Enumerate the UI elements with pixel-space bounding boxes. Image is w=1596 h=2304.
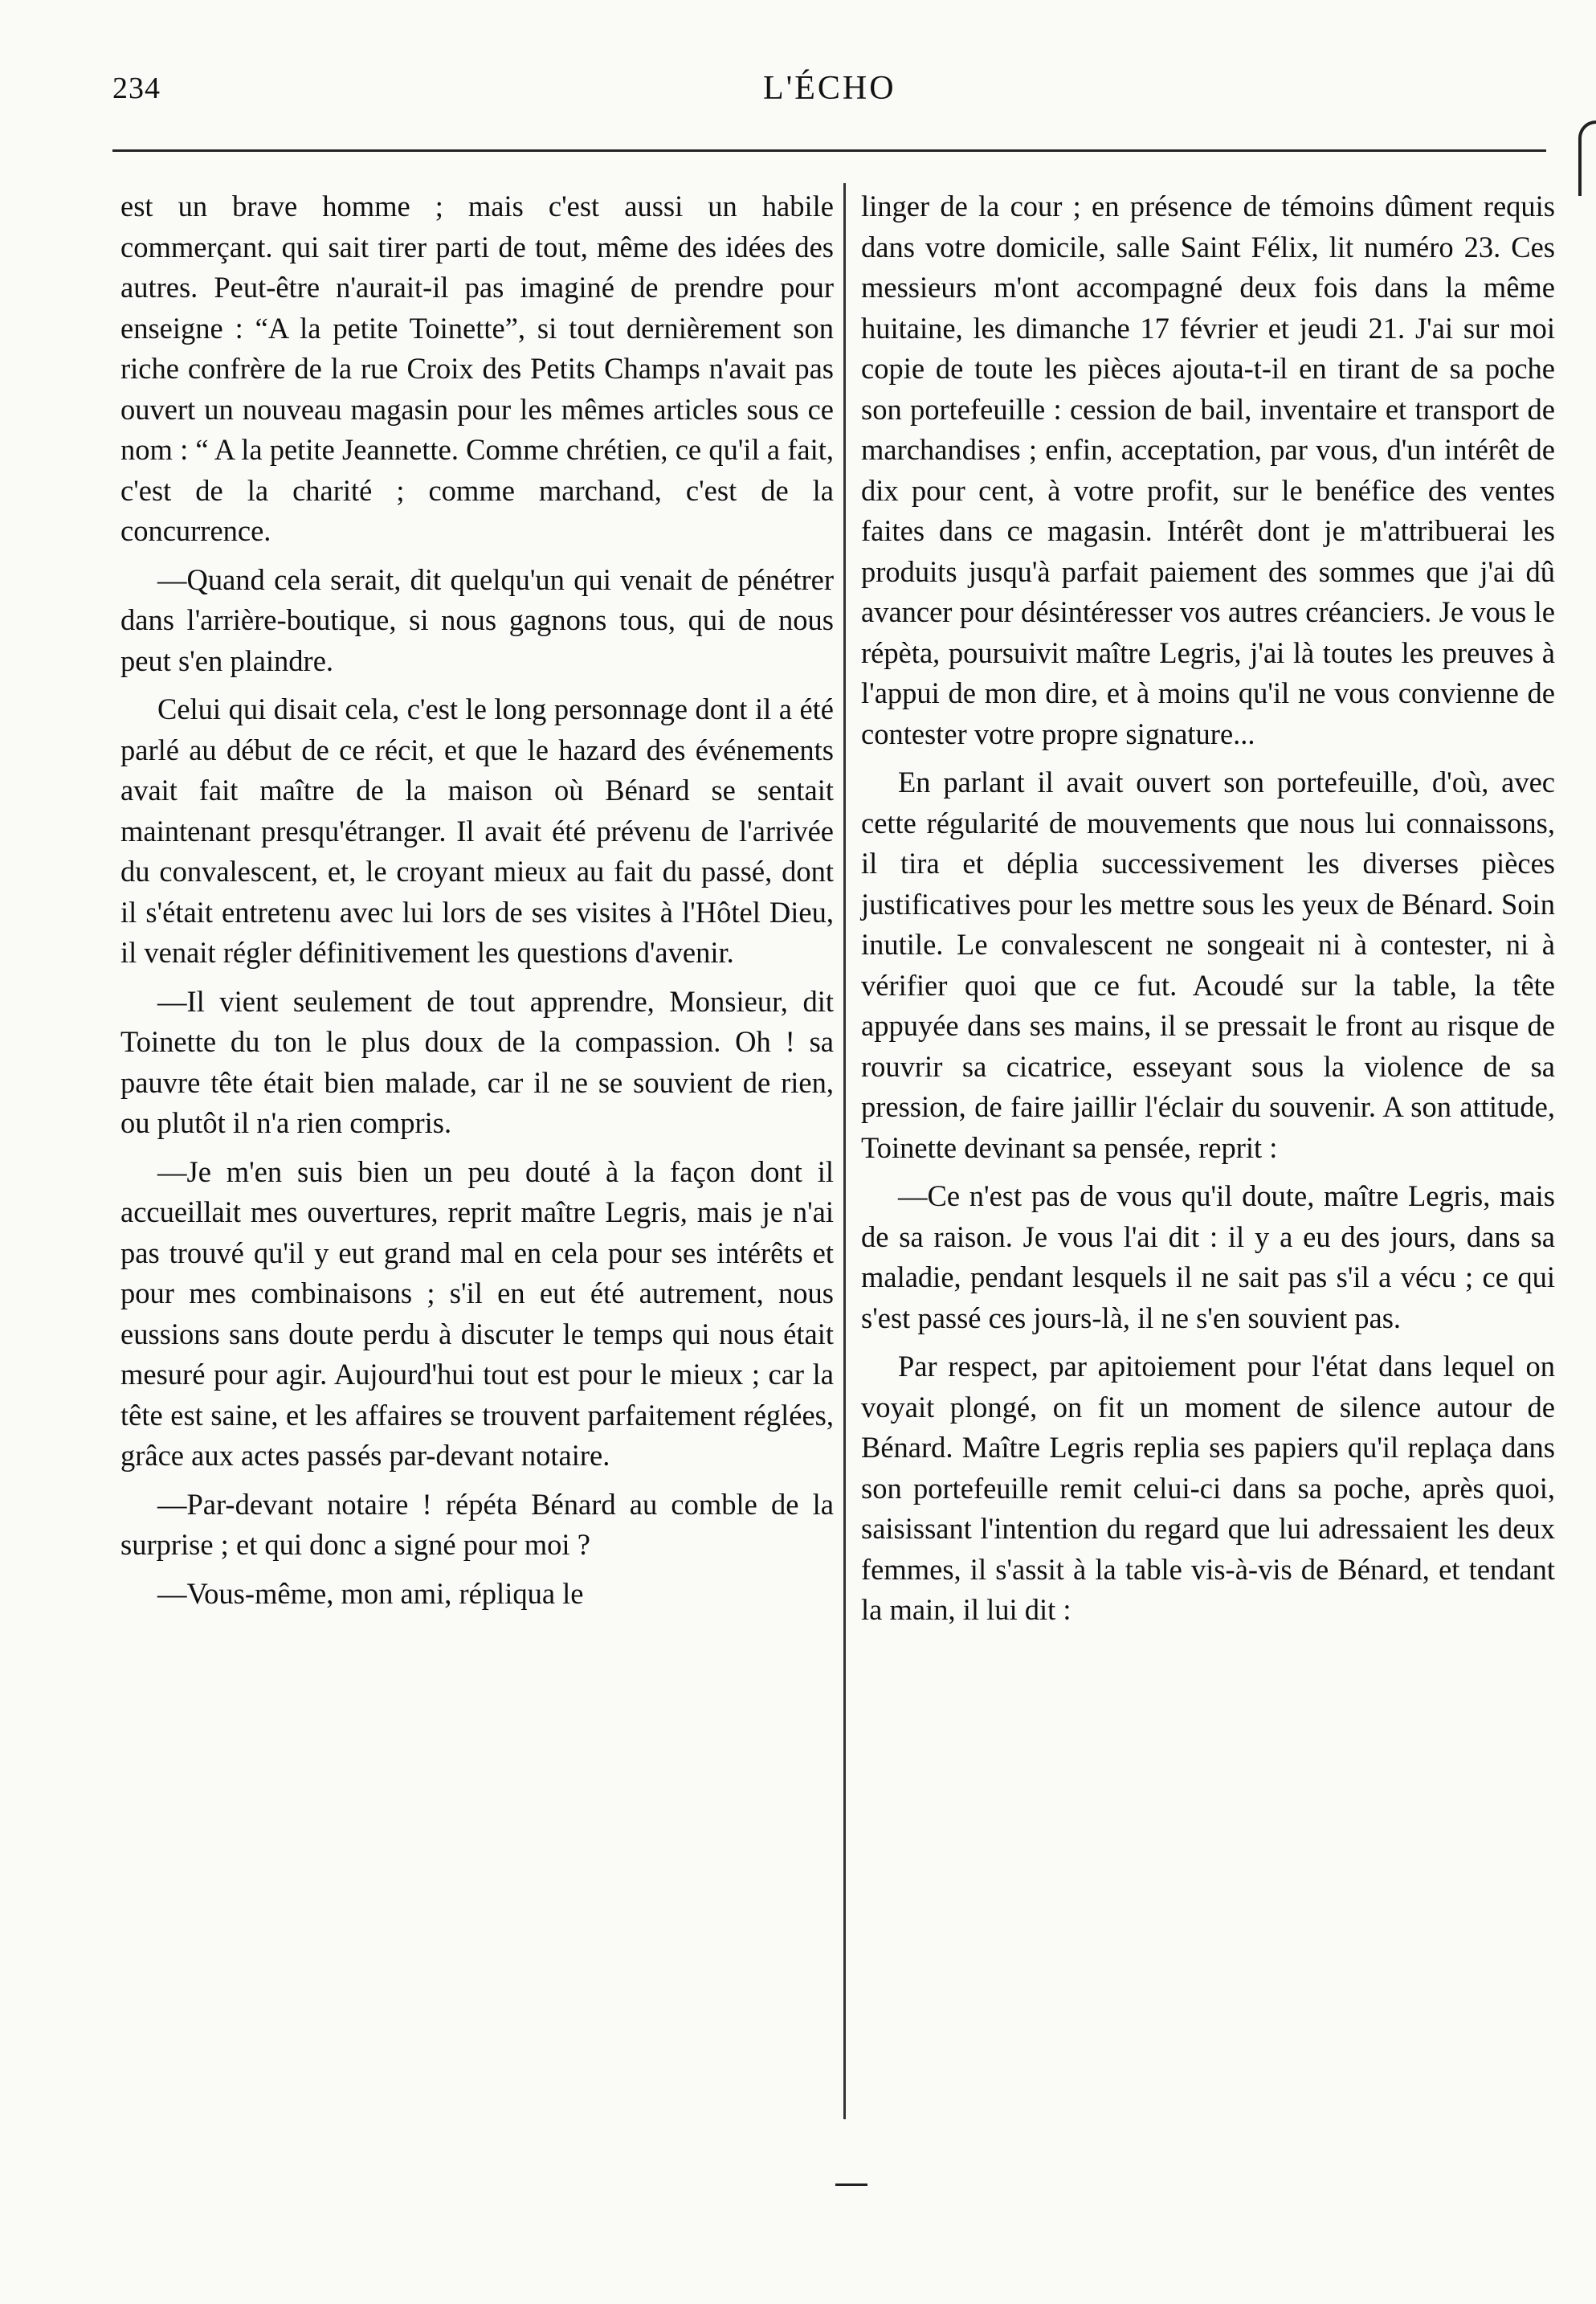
paragraph: —Par-devant notaire ! répéta Bénard au comble de la surprise ; et qui donc a signé pour moi ?: [120, 1487, 834, 1561]
paragraph: —Je m'en suis bien un peu douté à la façon dont il accueillait mes ouvertures, reprit maître Legris, mais je n'ai pas trouvé qu'il y eut grand mal en cela pour ses intérêts et pour mes combinaisons ; s'il en eut été autrement, nous eussions sans doute perdu à discuter le temps qui nous était mesuré pour agir. Aujourd'hui tout est pour le mieux ; car la tête est saine, et les affaires se trouvent parfaitement réglées, grâce aux actes passés par-devant notaire.: [120, 1154, 834, 1472]
column-divider: [843, 183, 846, 2119]
paragraph: —Il vient seulement de tout apprendre, Monsieur, dit Toinette du ton le plus doux de la compassion. Oh ! sa pauvre tête était bien malade, car il ne se souvient de rien, ou plutôt il n'a rien compris.: [120, 984, 834, 1139]
page-edge-mark: [1578, 121, 1596, 196]
paragraph: Celui qui disait cela, c'est le long personnage dont il a été parlé au début de ce récit, et que le hazard des événements avait fait maître de la maison où Bénard se sentait maintenant presqu'étranger. Il avait été prévenu de l'arrivée du convalescent, et, le croyant mieux au fait du passé, dont il s'était entretenu avec lui lors de ses visites à l'Hôtel Dieu, il venait régler définitivement les questions d'avenir.: [120, 692, 834, 969]
left-column: [120, 186, 834, 1622]
paragraph: —Quand cela serait, dit quelqu'un qui venait de pénétrer dans l'arrière-boutique, si nous gagnons tous, qui de nous peut s'en plaindre.: [120, 562, 834, 677]
paragraph: Par respect, par apitoiement pour l'état dans lequel on voyait plongé, on fit un moment de silence autour de Bénard. Maître Legris replia ses papiers qu'il replaça dans son portefeuille remit celui-ci dans sa poche, après quoi, saisissant l'intention du regard que lui adressaient les deux femmes, il s'assit à la table vis-à-vis de Bénard, et tendant la main, il lui dit :: [861, 1350, 1555, 1626]
paragraph: —Vous-même, mon ami, répliqua le: [157, 1576, 584, 1610]
running-title: L'ÉCHO: [763, 70, 896, 107]
paragraph: —Ce n'est pas de vous qu'il doute, maître Legris, mais de sa raison. Je vous l'ai dit : il y a eu des jours, dans sa maladie, pendant lesquels il ne sait pas s'il a vécu ; ce qui s'est passé ces jours-là, il ne s'en souvient pas.: [861, 1179, 1555, 1334]
page-number: 234: [112, 71, 161, 105]
page-header: [112, 63, 1558, 111]
footer-mark: [835, 2183, 867, 2186]
header-rule: [112, 149, 1546, 152]
right-column: [861, 186, 1555, 1639]
paragraph: En parlant il avait ouvert son portefeuille, d'où, avec cette régularité de mouvements que nous lui connaissons, il tira et déplia successivement les diverses pièces justificatives pour les mettre sous les yeux de Bénard. Soin inutile. Le convalescent ne songeait ni à contester, ni à vérifier quoi que ce fut. Acoudé sur la table, la tête appuyée dans ses mains, il se pressait le front au risque de rouvrir sa cicatrice, esseyant sous la violence de sa pression, de faire jaillir l'éclair du souvenir. A son attitude, Toinette devinant sa pensée, reprit :: [861, 766, 1555, 1164]
paragraph: est un brave homme ; mais c'est aussi un habile commerçant. qui sait tirer parti de tout, même des idées des autres. Peut-être n'aurait-il pas imaginé de prendre pour enseigne : “A la petite Toinette”, si tout dernièrement son riche confrère de la rue Croix des Petits Champs n'avait pas ouvert un nouveau magasin pour les mêmes articles sous ce nom : “ A la petite Jeannette. Comme chrétien, ce qu'il a fait, c'est de la charité ; comme marchand, c'est de la concurrence.: [120, 190, 834, 547]
paragraph: linger de la cour ; en présence de témoins dûment requis dans votre domicile, salle Saint Félix, lit numéro 23. Ces messieurs m'ont accompagné deux fois dans la même huitaine, les dimanche 17 février et jeudi 21. J'ai sur moi copie de toute les pièces ajouta-t-il en tirant de sa poche son portefeuille : cession de bail, inventaire et transport de marchandises ; enfin, acceptation, par vous, d'un intérêt de dix pour cent, à votre profit, sur le benéfice des ventes faites dans ce magasin. Intérêt dont je m'attribuerai les produits jusqu'à parfait paiement des sommes que j'ai dû avancer pour désintéresser vos autres créanciers. Je vous le répèta, poursuivit maître Legris, j'ai là toutes les preuves à l'appui de mon dire, et à moins qu'il ne vous convienne de contester votre propre signature...: [861, 190, 1555, 750]
